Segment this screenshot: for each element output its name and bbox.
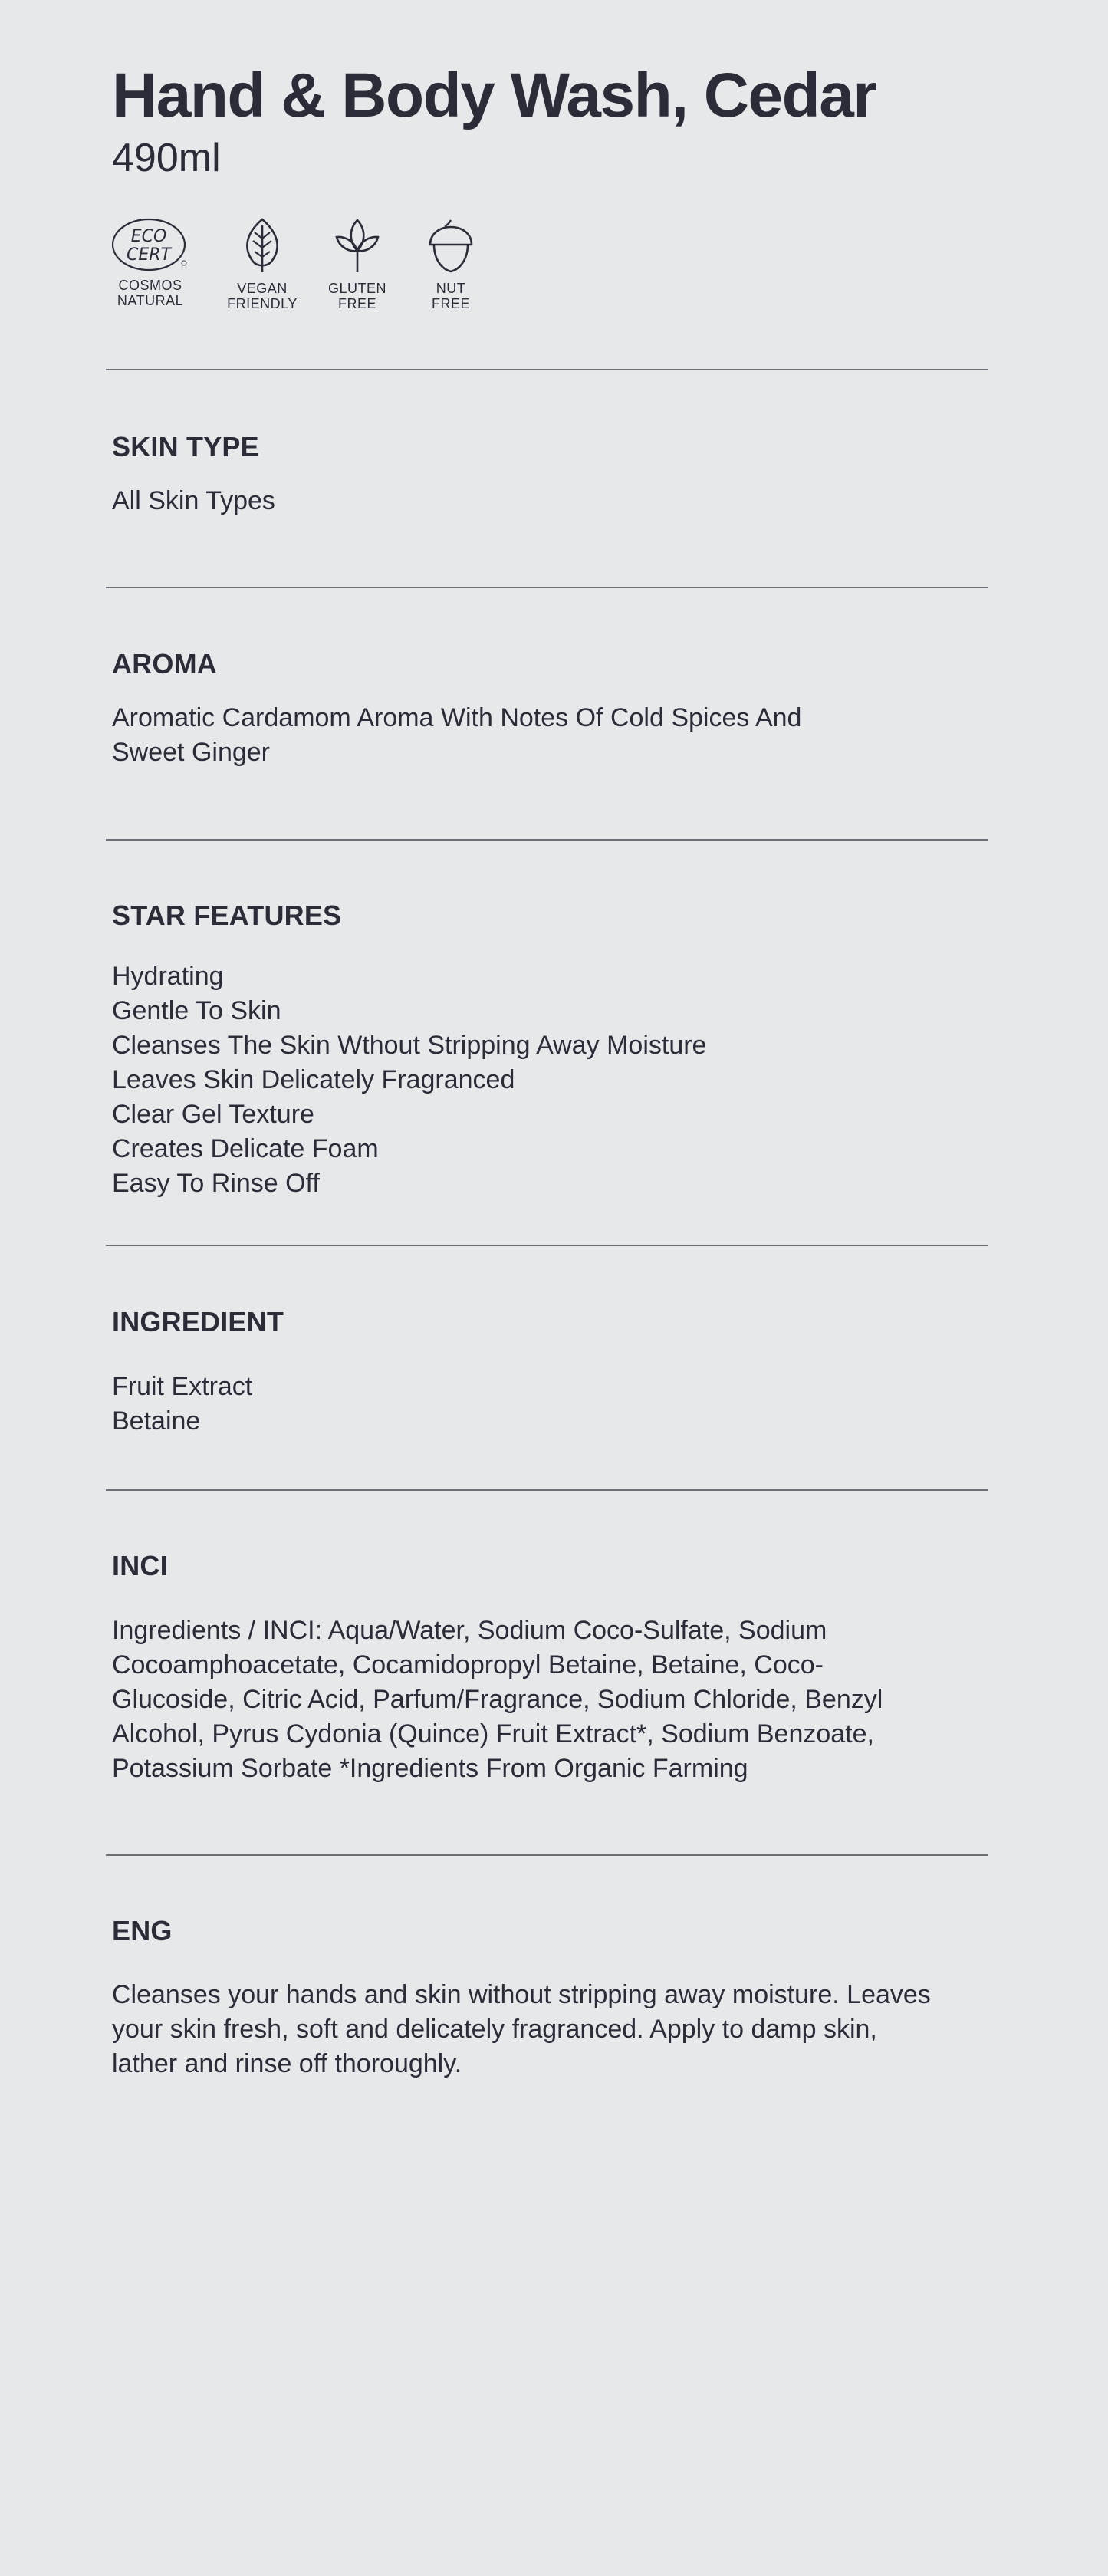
skin-type-text: All Skin Types — [112, 486, 275, 515]
product-volume: 490ml — [112, 136, 221, 180]
inci-heading: INCI — [112, 1550, 168, 1581]
badge-gluten-free — [311, 217, 403, 317]
badge-label: COSMOS NATURAL — [117, 278, 184, 308]
feature-item: Cleanses The Skin Wthout Stripping Away Moisture — [112, 1031, 707, 1060]
badge-label: VEGAN FRIENDLY — [227, 281, 298, 311]
sprout-icon — [311, 217, 403, 274]
certification-badges — [112, 217, 541, 317]
section-divider — [106, 839, 988, 841]
feature-item: Leaves Skin Delicately Fragranced — [112, 1065, 515, 1094]
eng-heading: ENG — [112, 1915, 173, 1946]
star-features-list — [112, 959, 986, 1201]
inci-text: Ingredients / INCI: Aqua/Water, Sodium Coco-Sulfate, Sodium Cocoamphoacetate, Cocamidopropyl Betaine, Betaine, Coco- Glucoside, Citric Acid, Parfum/Fragrance, Sodium Chloride, Benzyl Alcohol, Pyrus Cydonia (Quince) Fruit Extract*, Sodium Benzoate, Potassium Sorbate *Ingredients From Organic Farming — [112, 1616, 883, 1783]
badge-cosmos-natural — [112, 217, 204, 317]
feature-item: Gentle To Skin — [112, 996, 281, 1025]
ingredient-item: Fruit Extract — [112, 1372, 253, 1401]
ingredient-item: Betaine — [112, 1406, 201, 1436]
ingredient-heading: INGREDIENT — [112, 1306, 284, 1337]
feature-item: Easy To Rinse Off — [112, 1169, 320, 1198]
feature-item: Creates Delicate Foam — [112, 1134, 379, 1163]
aroma-text: Aromatic Cardamom Aroma With Notes Of Cold Spices And Sweet Ginger — [112, 703, 802, 767]
ecocert-icon — [112, 217, 189, 272]
product-title: Hand & Body Wash, Cedar — [112, 61, 876, 130]
badge-nut-free — [405, 217, 497, 317]
section-divider — [106, 587, 988, 588]
skin-type-heading: SKIN TYPE — [112, 431, 259, 462]
section-divider — [106, 1854, 988, 1856]
feature-item: Hydrating — [112, 962, 224, 991]
eng-description: Cleanses your hands and skin without stripping away moisture. Leaves your skin fresh, soft and delicately fragranced. Apply to damp skin, lather and rinse off thoroughly. — [112, 1980, 931, 2078]
ecocert-logo-text: CERT — [127, 245, 171, 265]
section-divider — [106, 1245, 988, 1246]
ecocert-logo-text: ECO — [130, 227, 167, 246]
section-divider — [106, 369, 988, 370]
badge-vegan-friendly — [216, 217, 308, 317]
leaf-icon — [216, 217, 308, 274]
section-divider — [106, 1489, 988, 1491]
star-features-heading: STAR FEATURES — [112, 900, 342, 931]
ingredient-list — [112, 1370, 986, 1439]
feature-item: Clear Gel Texture — [112, 1100, 314, 1129]
badge-label: NUT FREE — [431, 281, 470, 311]
acorn-icon — [405, 217, 497, 274]
aroma-heading: AROMA — [112, 648, 217, 679]
badge-label: GLUTEN FREE — [327, 281, 386, 311]
